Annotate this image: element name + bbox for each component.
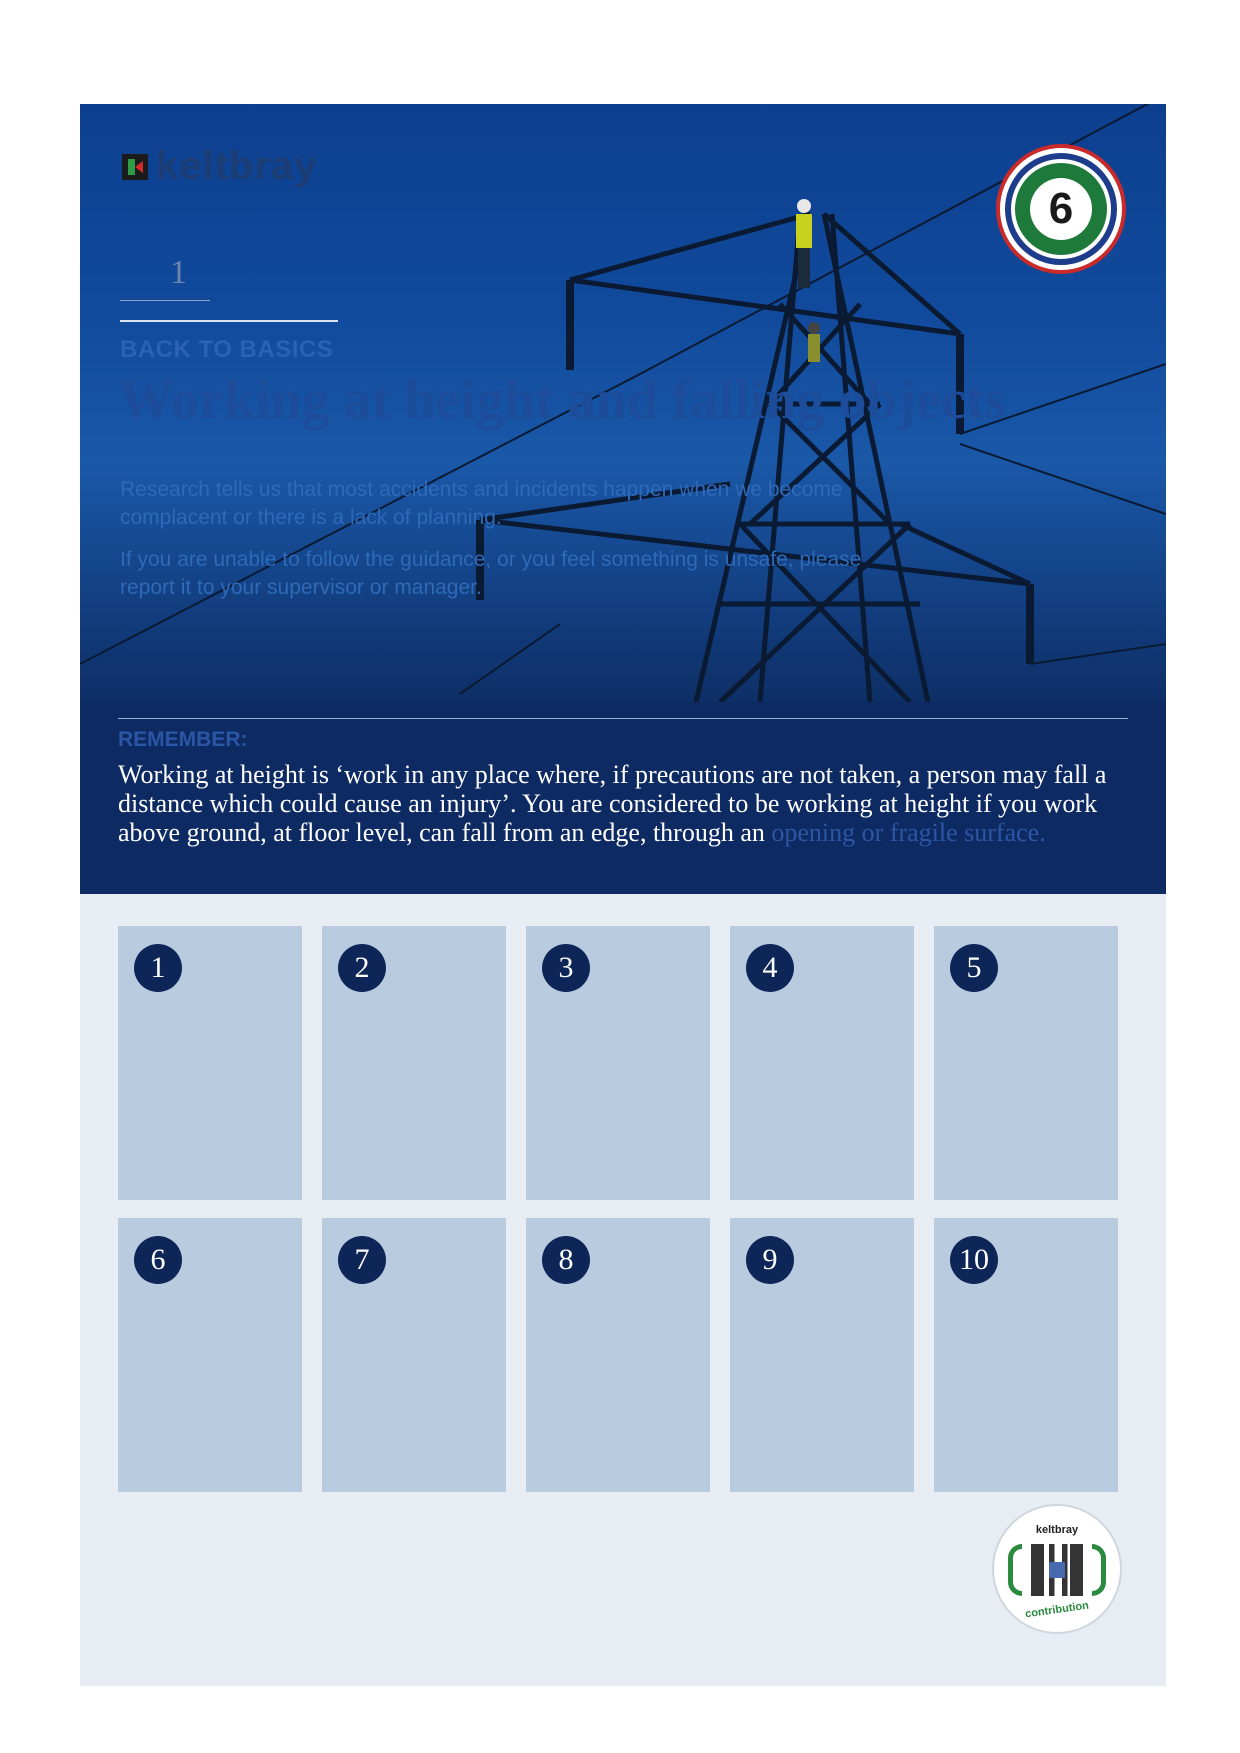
tip-card-10 bbox=[934, 1218, 1118, 1492]
tip-number: 5 bbox=[950, 944, 998, 992]
tip-number: 2 bbox=[338, 944, 386, 992]
tip-number: 9 bbox=[746, 1236, 794, 1284]
keltbray-logo-icon bbox=[122, 154, 148, 180]
tip-card-7 bbox=[322, 1218, 506, 1492]
intro-paragraph: Research tells us that most accidents and incidents happen when we become complacent or there is a lack of planning. bbox=[120, 478, 843, 529]
bracket-icon bbox=[1092, 1544, 1106, 1596]
qr-brand: keltbray bbox=[1035, 1524, 1079, 1536]
remember-text-faint: opening or fragile surface. bbox=[771, 818, 1046, 847]
remember-label: REMEMBER: bbox=[118, 728, 248, 751]
remember-band bbox=[80, 702, 1166, 894]
tip-number: 10 bbox=[950, 1236, 998, 1284]
qr-contribution-badge[interactable] bbox=[992, 1504, 1122, 1634]
tip-card-1 bbox=[118, 926, 302, 1200]
qr-code-icon[interactable] bbox=[1031, 1544, 1083, 1596]
issue-number: 1 bbox=[170, 254, 187, 291]
tip-card-4 bbox=[730, 926, 914, 1200]
qr-caption: contribution bbox=[1024, 1599, 1090, 1621]
section-kicker: BACK TO BASICS bbox=[120, 336, 334, 363]
remember-divider bbox=[118, 718, 1128, 719]
tip-number: 1 bbox=[134, 944, 182, 992]
tip-card-2 bbox=[322, 926, 506, 1200]
intro-paragraph: If you are unable to follow the guidance, or you feel something is unsafe, please report it to your supervisor or manager. bbox=[120, 548, 862, 599]
title-divider bbox=[120, 320, 338, 322]
issue-divider bbox=[120, 300, 210, 301]
tip-number: 8 bbox=[542, 1236, 590, 1284]
brand-logo bbox=[122, 144, 317, 189]
tip-number: 4 bbox=[746, 944, 794, 992]
intro-text bbox=[120, 476, 900, 616]
tip-card-6 bbox=[118, 1218, 302, 1492]
remember-text-main: Working at height is ‘work in any place where, if precautions are not taken, a person may fall a distance which could cause an injury’. You are considered to be working at height if you work above ground, at floor level, can fall from an edge, through an bbox=[118, 760, 1107, 847]
remember-text bbox=[118, 760, 1128, 847]
poster-sheet bbox=[80, 104, 1166, 1686]
tip-number: 3 bbox=[542, 944, 590, 992]
tip-number: 6 bbox=[134, 1236, 182, 1284]
page-title: Working at height and falling objects bbox=[118, 369, 1007, 431]
badge-number: 6 bbox=[1030, 178, 1092, 240]
bracket-icon bbox=[1008, 1544, 1022, 1596]
tip-card-9 bbox=[730, 1218, 914, 1492]
tip-card-8 bbox=[526, 1218, 710, 1492]
series-badge bbox=[996, 144, 1126, 274]
tip-card-5 bbox=[934, 926, 1118, 1200]
hero-banner bbox=[80, 104, 1166, 702]
brand-name: keltbray bbox=[156, 144, 318, 188]
tip-number: 7 bbox=[338, 1236, 386, 1284]
tip-card-3 bbox=[526, 926, 710, 1200]
